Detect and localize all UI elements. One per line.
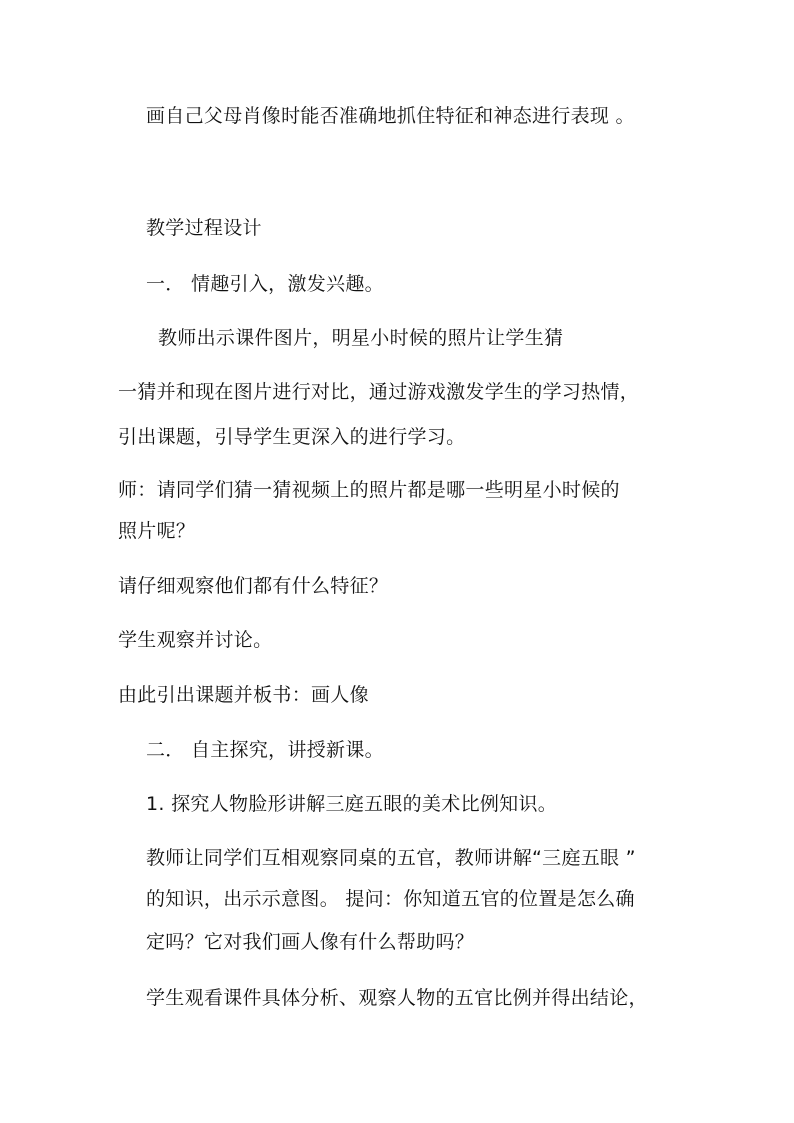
heading-part-2: 二． 自主探究，讲授新课。 bbox=[146, 739, 384, 761]
heading-part-1: 一． 情趣引入，激发兴趣。 bbox=[146, 273, 384, 295]
para-students-analyze: 学生观看课件具体分析、观察人物的五官比例并得出结论， bbox=[146, 987, 648, 1009]
section-heading-teaching-process: 教学过程设计 bbox=[146, 217, 262, 239]
para-teacher-shows-line-2: 一猜并和现在图片进行对比，通过游戏激发学生的学习热情， bbox=[118, 381, 640, 403]
para-explain-line-3: 定吗？它对我们画人像有什么帮助吗？ bbox=[146, 931, 475, 953]
para-intro: 画自己父母肖像时能否准确地抓住特征和神态进行表现 。 bbox=[146, 105, 635, 127]
para-teacher-question-line-2: 照片呢？ bbox=[118, 520, 196, 542]
para-teacher-shows-line-1: 教师出示课件图片，明星小时候的照片让学生猜 bbox=[158, 327, 564, 349]
para-topic: 由此引出课题并板书：画人像 bbox=[118, 684, 369, 706]
para-explain-line-2: 的知识，出示示意图。 提问：你知道五官的位置是怎么确 bbox=[146, 888, 635, 910]
para-teacher-question-line-1: 师：请同学们猜一猜视频上的照片都是哪一些明星小时候的 bbox=[118, 479, 620, 501]
subheading-1: 1. 探究人物脸形讲解三庭五眼的美术比例知识。 bbox=[146, 793, 558, 815]
para-teacher-shows-line-3: 引出课题，引导学生更深入的进行学习。 bbox=[118, 426, 466, 448]
para-observe: 请仔细观察他们都有什么特征？ bbox=[118, 575, 389, 597]
para-explain-line-1: 教师让同学们互相观察同桌的五官，教师讲解“三庭五眼 ” bbox=[146, 847, 636, 869]
para-discuss: 学生观察并讨论。 bbox=[118, 629, 273, 651]
